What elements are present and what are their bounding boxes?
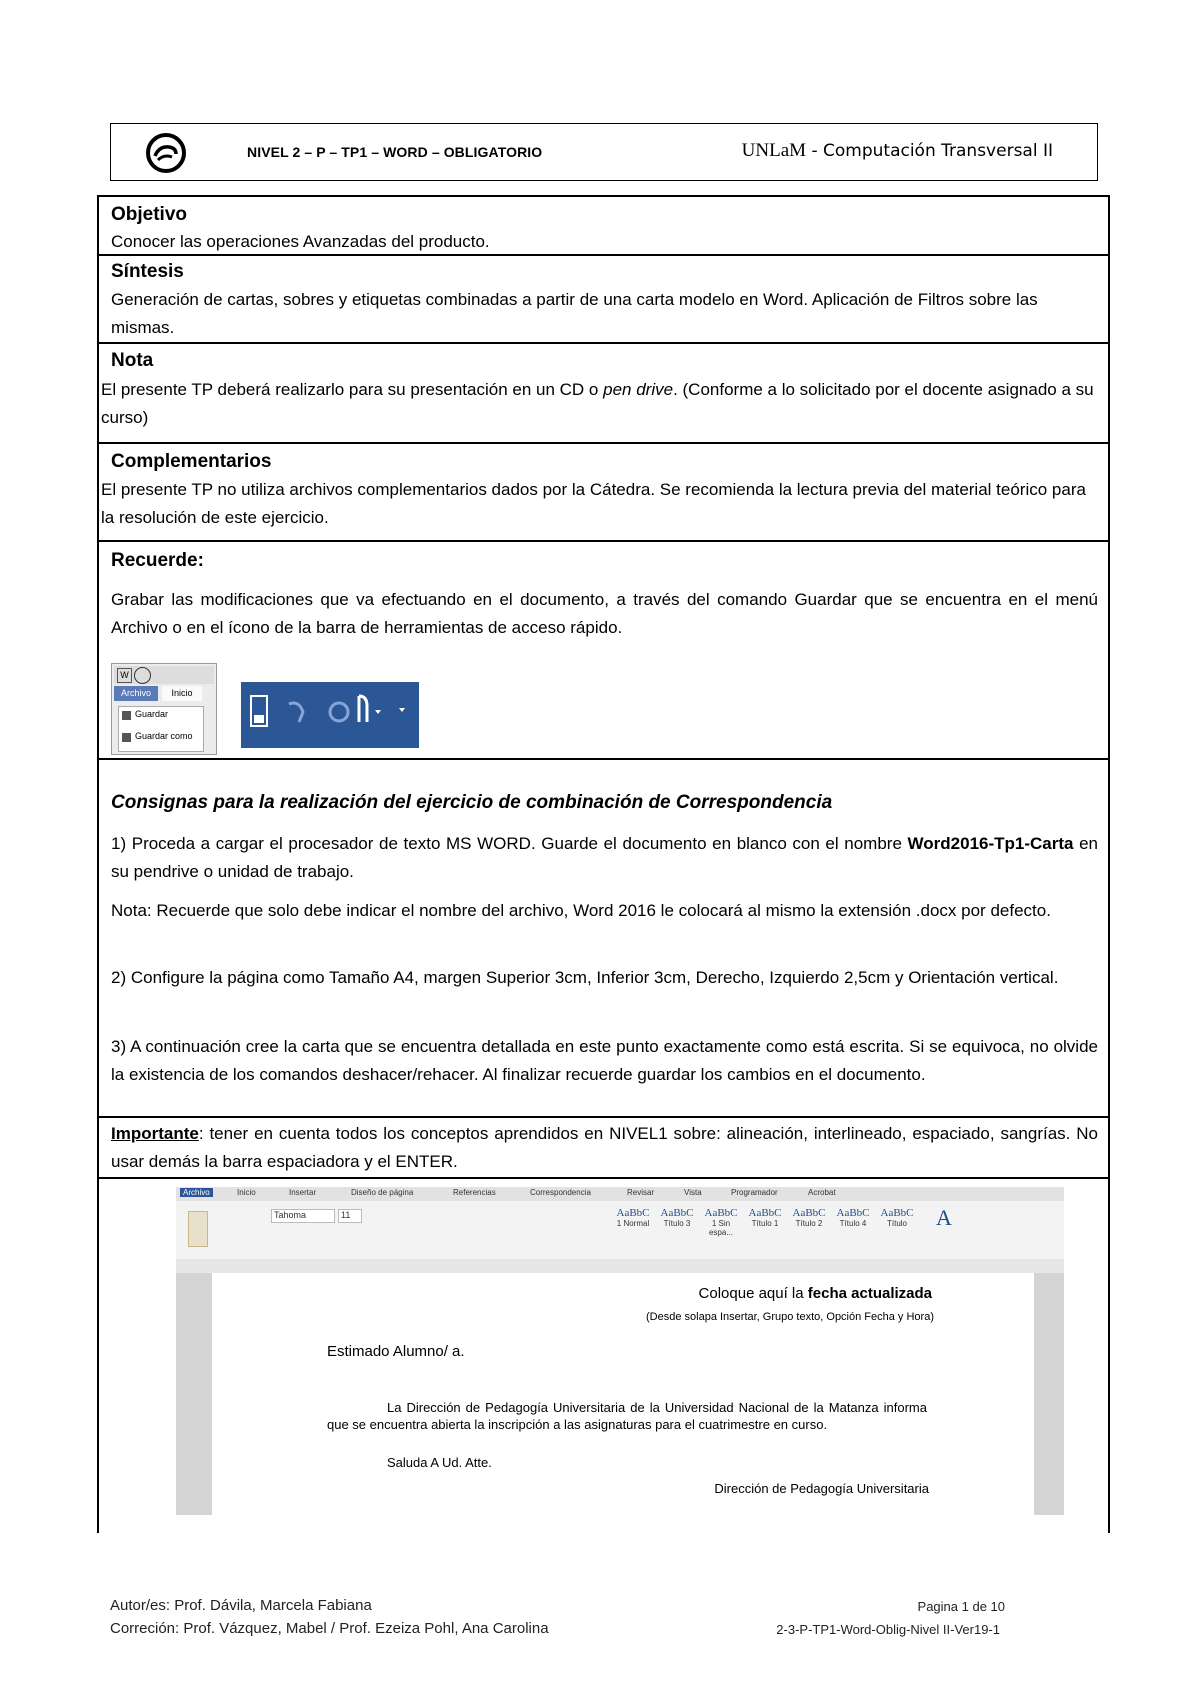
importante-text (111, 1120, 1098, 1176)
institution-brand: UNLaM (741, 140, 807, 161)
ribbon-tab[interactable]: Referencias (453, 1188, 496, 1197)
document-title: NIVEL 2 – P – TP1 – WORD – OBLIGATORIO (247, 144, 543, 160)
letter-date-bold: fecha actualizada (807, 1285, 932, 1302)
consigna-nota: Nota: Recuerde que solo debe indicar el nombre del archivo, Word 2016 le colocará al mismo la extensión .docx por defecto. (111, 901, 1051, 920)
ribbon-tab[interactable]: Acrobat (808, 1188, 836, 1197)
redo-icon (330, 703, 348, 721)
customize-toolbar-icon (399, 708, 405, 712)
save-circle-icon (134, 667, 151, 684)
save-icon (122, 711, 131, 720)
nota-text (101, 376, 1098, 432)
institution-label (742, 140, 1053, 162)
letter-greeting: Estimado Alumno/ a. (327, 1343, 465, 1360)
tab-archivo: Archivo (114, 686, 158, 701)
ribbon-tab[interactable]: Inicio (237, 1188, 256, 1197)
ribbon-tab[interactable]: Correspondencia (530, 1188, 591, 1197)
consigna-3: 3) A continuación cree la carta que se encuentra detallada en este punto exactamente como está escrita. Si se equivoca, no olvide la existencia de los comandos deshacer/rehacer. Al finalizar recuerde guardar los cambios en el documento. (111, 1037, 1098, 1084)
letter-date-a: Coloque aquí la (698, 1285, 808, 1302)
archivo-menu (118, 706, 204, 752)
course-name: - Computación Transversal II (811, 141, 1053, 161)
unlam-logo-icon (145, 132, 187, 174)
footer-page-number: Pagina 1 de 10 (917, 1599, 1005, 1614)
archivo-menu-screenshot (111, 663, 217, 755)
word-page (212, 1273, 1034, 1515)
section-recuerde (97, 542, 1110, 760)
consigna-1-b: en su pendrive o unidad de trabajo. (111, 834, 1099, 881)
touch-mode-icon (359, 696, 367, 722)
style-preset[interactable]: AaBbC Título 1 (748, 1207, 782, 1228)
consigna-1-filename: Word2016-Tp1-Carta (907, 834, 1074, 853)
section-complementarios (97, 444, 1110, 542)
ribbon-tab[interactable]: Revisar (627, 1188, 655, 1197)
style-preset[interactable]: AaBbC 1 Sin espa... (704, 1207, 738, 1237)
ribbon-tab[interactable]: Archivo (180, 1188, 213, 1197)
footer-correction: Correción: Prof. Vázquez, Mabel / Prof. Ezeiza Pohl, Ana Carolina (110, 1620, 549, 1637)
dropdown-arrow-icon (375, 710, 381, 714)
section-importante (97, 1118, 1110, 1179)
quick-access-toolbar-screenshot (241, 682, 419, 748)
quick-access-bar (114, 666, 214, 684)
word-app-icon: W (117, 668, 132, 683)
sintesis-text: Generación de cartas, sobres y etiquetas combinadas a partir de una carta modelo en Word. Aplicación de Filtros sobre las mismas. (111, 290, 1038, 337)
consigna-1-a: 1) Proceda a cargar el procesador de texto MS WORD. Guarde el documento en blanco con el nombre (111, 834, 908, 853)
style-preset[interactable]: AaBbC 1 Normal (616, 1207, 650, 1228)
font-size: 11 (341, 1210, 351, 1220)
horizontal-ruler (176, 1259, 1064, 1274)
sintesis-heading: Síntesis (111, 261, 184, 282)
paste-icon (188, 1211, 208, 1247)
font-size-selector (338, 1209, 362, 1223)
importante-body: : tener en cuenta todos los conceptos aprendidos en NIVEL1 sobre: alineación, interlineado, espaciado, sangrías. No usar demás la barra espaciadora y el ENTER. (111, 1124, 1098, 1171)
page-header (110, 123, 1098, 181)
font-selector (271, 1209, 335, 1223)
style-preset[interactable]: AaBbC Título 4 (836, 1207, 870, 1228)
letter-closing: Saluda A Ud. Atte. (387, 1455, 492, 1470)
nota-text-b: . (Conforme a lo solicitado por el docente asignado a su curso) (101, 380, 1094, 427)
style-preset[interactable]: AaBbC Título (880, 1207, 914, 1228)
nota-heading: Nota (111, 350, 154, 371)
ribbon-tabs (176, 1187, 1064, 1201)
section-consignas (97, 760, 1110, 1118)
letter-date (699, 1285, 932, 1302)
ribbon-tab[interactable]: Insertar (289, 1188, 317, 1197)
section-objetivo (97, 195, 1110, 256)
letter-date-note: (Desde solapa Insertar, Grupo texto, Opción Fecha y Hora) (646, 1311, 934, 1323)
importante-label: Importante (111, 1124, 199, 1143)
complementarios-heading: Complementarios (111, 451, 272, 472)
nota-text-em: pen drive (603, 380, 674, 399)
letter-signature: Dirección de Pedagogía Universitaria (714, 1481, 929, 1496)
tab-inicio: Inicio (162, 686, 202, 701)
menu-item-guardar: Guardar (135, 709, 169, 719)
undo-icon (289, 703, 303, 722)
letter-body: La Dirección de Pedagogía Universitaria de la Universidad Nacional de la Matanza informa que se encuentra abierta la inscripción a las asignaturas para el cuatrimestre en curso. (327, 1400, 927, 1432)
word-ribbon (176, 1187, 1064, 1260)
nota-text-a: El presente TP deberá realizarlo para su presentación en un CD o (101, 380, 604, 399)
ribbon-tab[interactable]: Programador (731, 1188, 778, 1197)
recuerde-text: Grabar las modificaciones que va efectuando en el documento, a través del comando Guardar que se encuentra en el menú Archivo o en el ícono de la barra de herramientas de acceso rápido. (111, 590, 1098, 637)
consigna-2: 2) Configure la página como Tamaño A4, margen Superior 3cm, Inferior 3cm, Derecho, Izquierdo 2,5cm y Orientación vertical. (111, 968, 1059, 987)
style-preset[interactable]: AaBbC Título 2 (792, 1207, 826, 1228)
consignas-heading: Consignas para la realización del ejercicio de combinación de Correspondencia (111, 792, 833, 813)
toolbar-icons (241, 682, 419, 748)
ribbon-tab[interactable]: Diseño de página (351, 1188, 414, 1197)
consigna-1 (111, 830, 1098, 886)
footer-authors: Autor/es: Prof. Dávila, Marcela Fabiana (110, 1597, 372, 1614)
ribbon-tab[interactable]: Vista (684, 1188, 702, 1197)
save-as-icon (122, 733, 131, 742)
section-sintesis (97, 256, 1110, 344)
section-nota (97, 344, 1110, 444)
save-toolbar-icon-slot (254, 715, 264, 723)
font-name: Tahoma (274, 1210, 307, 1220)
style-preset[interactable]: AaBbC Título 3 (660, 1207, 694, 1228)
footer-doc-code: 2-3-P-TP1-Word-Oblig-Nivel II-Ver19-1 (776, 1622, 1000, 1637)
menu-item-guardar-como: Guardar como (135, 731, 193, 741)
objetivo-text: Conocer las operaciones Avanzadas del producto. (111, 232, 490, 251)
recuerde-heading: Recuerde: (111, 550, 204, 571)
complementarios-text: El presente TP no utiliza archivos complementarios dados por la Cátedra. Se recomienda la lectura previa del material teórico para la resolución de este ejercicio. (101, 480, 1086, 527)
change-styles-icon: A (936, 1205, 952, 1230)
objetivo-heading: Objetivo (111, 204, 188, 225)
